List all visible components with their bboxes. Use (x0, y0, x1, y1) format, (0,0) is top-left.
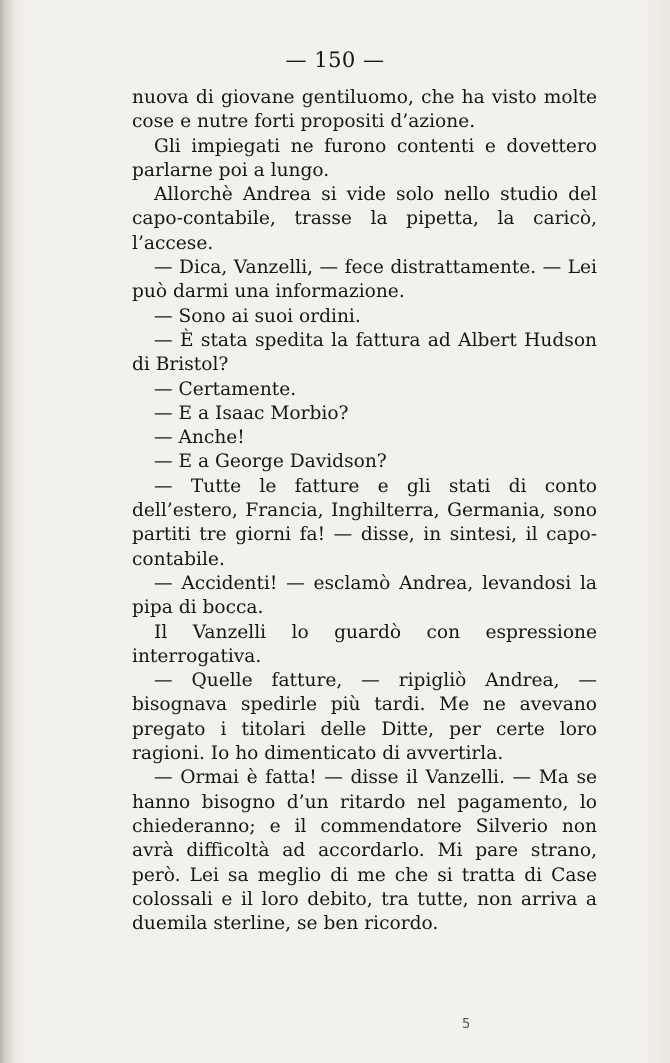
dialogue-line: — E a Isaac Morbio? (154, 402, 349, 424)
dialogue-line: — E a George Davidson? (154, 451, 387, 473)
dialogue-line: — Ormai è fatta! — disse il Vanzelli. — Ma se hanno bisogno d’un ritardo nel pagamento, lo chiederanno; e il commendatore Silverio non avrà difficoltà ad accordarlo. Mi pare strano, però. Lei sa meglio di me che si tratta di Case colossali e il loro debito, tra tutte, non arriva a duemila sterline, se ben ricordo. (132, 767, 597, 935)
dialogue-line: — Tutte le fatture e gli stati di conto dell’estero, Francia, Inghilterra, Germania, sono partiti tre giorni fa! — disse, in sintesi, il capo-contabile. (132, 475, 597, 570)
dialogue-line: — Anche! (154, 427, 245, 449)
dialogue-line: — Quelle fatture, — ripigliò Andrea, — bisognava spedirle più tardi. Me ne avevano pregato i titolari delle Ditte, per certe loro ragioni. Io ho dimenticato di avvertirla. (132, 670, 597, 765)
dialogue-line: — Sono ai suoi ordini. (154, 305, 361, 327)
paragraph-continuation: nuova di giovane gentiluomo, che ha visto molte cose e nutre forti propositi d’azione. (132, 87, 597, 133)
dialogue-line: — Accidenti! — esclamò Andrea, levandosi la pipa di bocca. (132, 572, 597, 619)
paragraph: Il Vanzelli lo guardò con espressione interrogativa. (132, 621, 597, 667)
dialogue-line: — Certamente. (154, 378, 297, 400)
page-binding-edge (0, 0, 14, 1063)
bottom-mark: 5 (462, 1017, 471, 1032)
dialogue-line: — Dica, Vanzelli, — fece distrattamente. — Lei può darmi una informazione. (132, 257, 597, 303)
dialogue-line: — È stata spedita la fattura ad Albert Hudson di Bristol? (132, 329, 597, 376)
page-number: — 150 — (285, 48, 385, 72)
paragraph: Gli impiegati ne furono contenti e dovettero parlarne poi a lungo. (132, 135, 597, 181)
paragraph: Allorchè Andrea si vide solo nello studio del capo-contabile, trasse la pipetta, la caricò, l’accese. (132, 184, 597, 254)
body-text (132, 86, 597, 936)
